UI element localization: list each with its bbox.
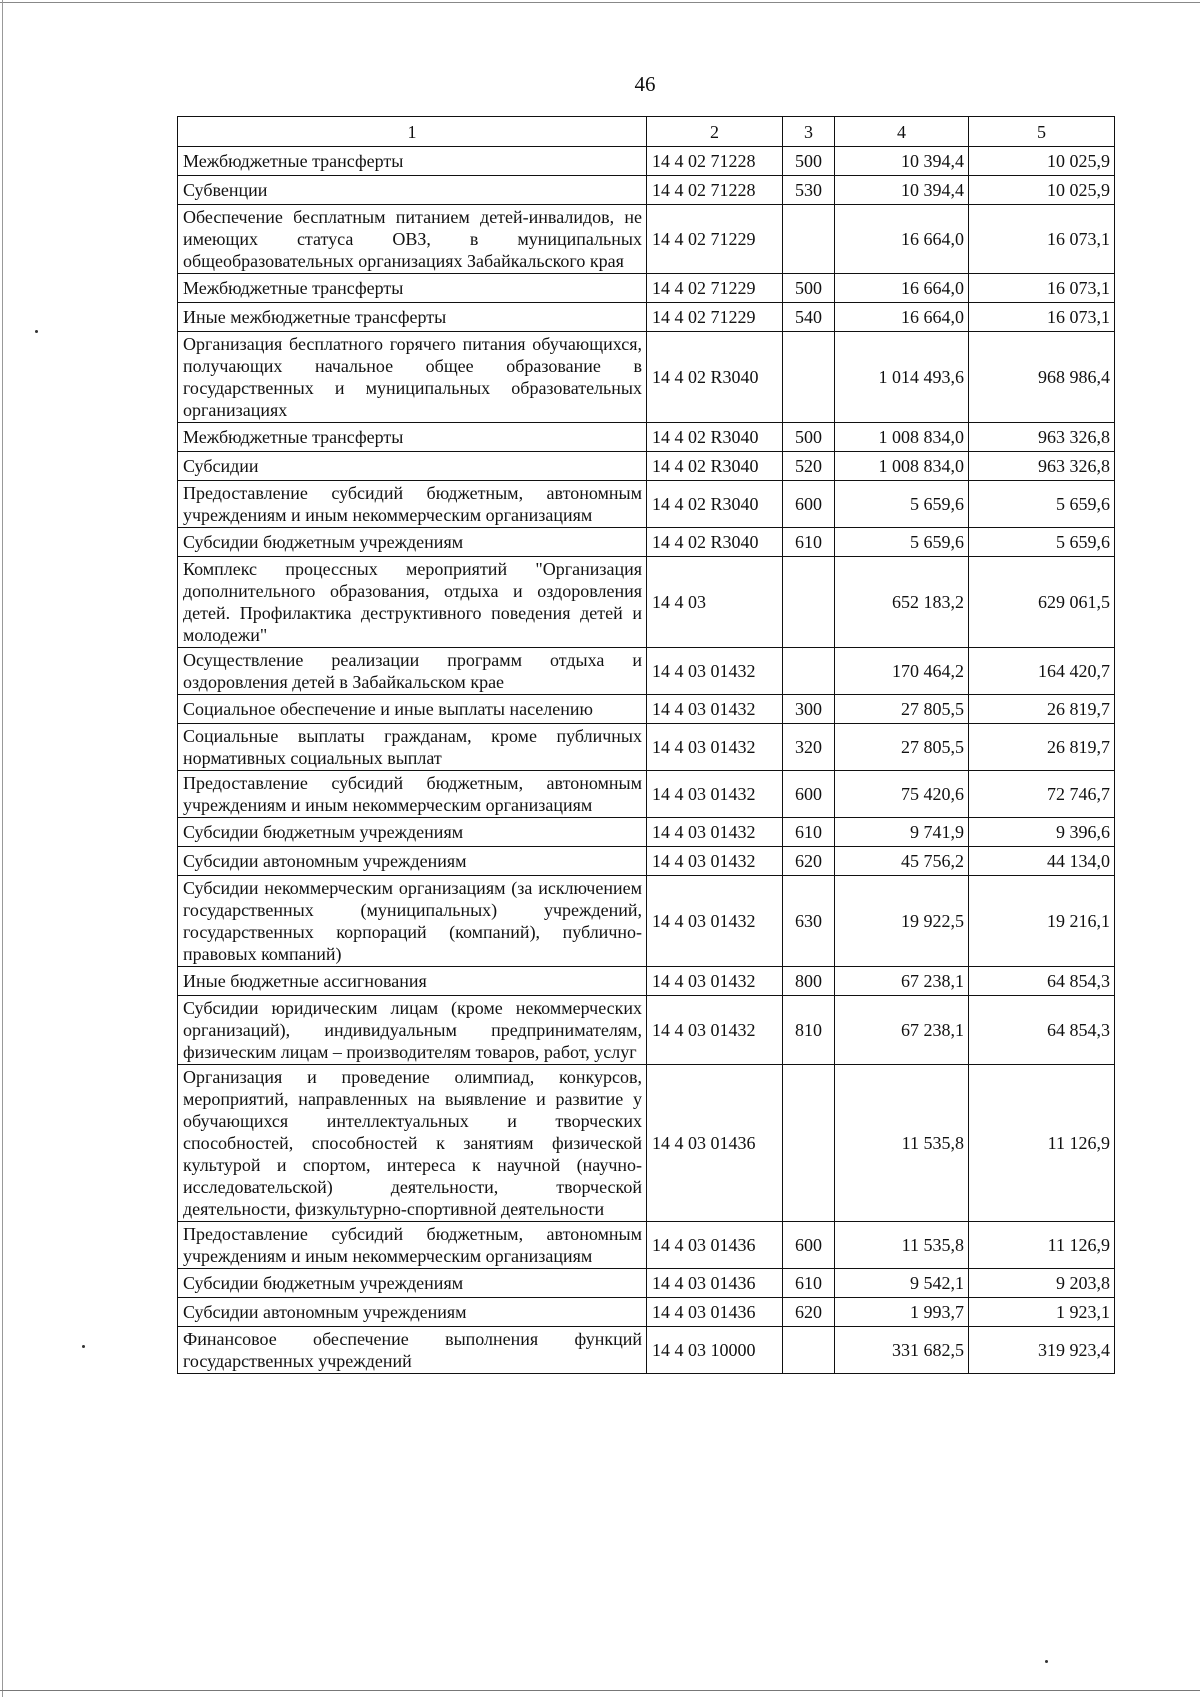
table-row: [178, 205, 1115, 274]
row-sum1-cell: 27 805,5: [835, 695, 969, 724]
row-sum2-cell: 963 326,8: [969, 452, 1115, 481]
row-sum1-cell: 16 664,0: [835, 274, 969, 303]
row-vr-cell: 800: [783, 967, 835, 996]
table-row: [178, 996, 1115, 1065]
row-vr-cell: 630: [783, 876, 835, 967]
scan-speck: [82, 1345, 85, 1348]
row-sum1-cell: 1 993,7: [835, 1298, 969, 1327]
scan-edge-bottom: [0, 1690, 1200, 1691]
row-sum1-cell: 67 238,1: [835, 967, 969, 996]
row-vr-cell: 530: [783, 176, 835, 205]
table-row: [178, 724, 1115, 771]
page-number: 46: [634, 72, 656, 96]
row-sum2-cell: 629 061,5: [969, 557, 1115, 648]
table-row: [178, 423, 1115, 452]
row-name-cell: Иные бюджетные ассигнования: [178, 967, 647, 996]
budget-table: [177, 116, 1115, 1374]
row-code-cell: 14 4 02 71228: [647, 176, 783, 205]
row-code-cell: 14 4 02 71229: [647, 274, 783, 303]
row-name-cell: Субвенции: [178, 176, 647, 205]
row-sum2-cell: 16 073,1: [969, 303, 1115, 332]
row-sum2-cell: 64 854,3: [969, 967, 1115, 996]
row-name-cell: Организация и проведение олимпиад, конкурсов, мероприятий, направленных на выявление и развитие у обучающихся интеллектуальных и творческих способностей, способностей к занятиям физической культурой и спортом, интереса к научной (научно-исследовательской) деятельности, творческой деятельности, физкультурно-спортивной деятельности: [178, 1065, 647, 1222]
row-sum2-cell: 64 854,3: [969, 996, 1115, 1065]
row-vr-cell: [783, 1065, 835, 1222]
row-code-cell: 14 4 03 01432: [647, 724, 783, 771]
row-sum2-cell: 26 819,7: [969, 695, 1115, 724]
table-row: [178, 648, 1115, 695]
scan-speck: [35, 330, 38, 333]
table-row: [178, 1065, 1115, 1222]
table-row: [178, 1298, 1115, 1327]
row-name-cell: Межбюджетные трансферты: [178, 274, 647, 303]
row-sum1-cell: 75 420,6: [835, 771, 969, 818]
table-row: [178, 876, 1115, 967]
row-vr-cell: [783, 332, 835, 423]
column-header-name: 1: [178, 117, 647, 147]
row-name-cell: Предоставление субсидий бюджетным, автономным учреждениям и иным некоммерческим организациям: [178, 771, 647, 818]
row-name-cell: Субсидии автономным учреждениям: [178, 1298, 647, 1327]
row-sum2-cell: 44 134,0: [969, 847, 1115, 876]
row-sum2-cell: 164 420,7: [969, 648, 1115, 695]
row-code-cell: 14 4 03 01432: [647, 818, 783, 847]
row-vr-cell: 600: [783, 771, 835, 818]
row-name-cell: Субсидии юридическим лицам (кроме некоммерческих организаций), индивидуальным предпринимателям, физическим лицам – производителям товаров, работ, услуг: [178, 996, 647, 1065]
row-vr-cell: 620: [783, 1298, 835, 1327]
row-code-cell: 14 4 03 01432: [647, 695, 783, 724]
row-sum1-cell: 9 542,1: [835, 1269, 969, 1298]
scan-speck: [1045, 1660, 1048, 1663]
row-sum1-cell: 5 659,6: [835, 481, 969, 528]
row-code-cell: 14 4 02 71229: [647, 303, 783, 332]
row-vr-cell: 500: [783, 147, 835, 176]
table-row: [178, 332, 1115, 423]
row-sum1-cell: 652 183,2: [835, 557, 969, 648]
column-header-code: 2: [647, 117, 783, 147]
row-name-cell: Субсидии: [178, 452, 647, 481]
row-sum2-cell: 11 126,9: [969, 1065, 1115, 1222]
row-name-cell: Иные межбюджетные трансферты: [178, 303, 647, 332]
row-sum1-cell: 1 014 493,6: [835, 332, 969, 423]
row-name-cell: Организация бесплатного горячего питания обучающихся, получающих начальное общее образование в государственных и муниципальных образовательных организациях: [178, 332, 647, 423]
row-vr-cell: 610: [783, 528, 835, 557]
budget-table-body: [178, 147, 1115, 1374]
column-header-sum1: 4: [835, 117, 969, 147]
row-name-cell: Осуществление реализации программ отдыха и оздоровления детей в Забайкальском крае: [178, 648, 647, 695]
row-sum1-cell: 45 756,2: [835, 847, 969, 876]
row-sum2-cell: 9 396,6: [969, 818, 1115, 847]
row-sum2-cell: 16 073,1: [969, 205, 1115, 274]
row-sum1-cell: 1 008 834,0: [835, 423, 969, 452]
row-name-cell: Субсидии бюджетным учреждениям: [178, 818, 647, 847]
column-header-vr: 3: [783, 117, 835, 147]
row-code-cell: 14 4 03 01436: [647, 1269, 783, 1298]
table-row: [178, 176, 1115, 205]
table-row: [178, 771, 1115, 818]
row-vr-cell: [783, 648, 835, 695]
row-vr-cell: 810: [783, 996, 835, 1065]
row-code-cell: 14 4 02 R3040: [647, 452, 783, 481]
row-code-cell: 14 4 03 01436: [647, 1222, 783, 1269]
row-code-cell: 14 4 03 01432: [647, 996, 783, 1065]
row-vr-cell: 610: [783, 818, 835, 847]
row-sum2-cell: 5 659,6: [969, 481, 1115, 528]
column-header-sum2: 5: [969, 117, 1115, 147]
row-sum1-cell: 19 922,5: [835, 876, 969, 967]
row-code-cell: 14 4 03 01432: [647, 847, 783, 876]
row-name-cell: Предоставление субсидий бюджетным, автономным учреждениям и иным некоммерческим организациям: [178, 1222, 647, 1269]
row-code-cell: 14 4 03 01432: [647, 967, 783, 996]
row-vr-cell: 600: [783, 481, 835, 528]
row-sum2-cell: 968 986,4: [969, 332, 1115, 423]
row-sum2-cell: 319 923,4: [969, 1327, 1115, 1374]
row-sum2-cell: 5 659,6: [969, 528, 1115, 557]
row-sum1-cell: 170 464,2: [835, 648, 969, 695]
row-vr-cell: 610: [783, 1269, 835, 1298]
scan-edge-left: [2, 0, 3, 1697]
row-vr-cell: [783, 1327, 835, 1374]
row-name-cell: Предоставление субсидий бюджетным, автономным учреждениям и иным некоммерческим организациям: [178, 481, 647, 528]
row-code-cell: 14 4 02 R3040: [647, 528, 783, 557]
row-code-cell: 14 4 02 R3040: [647, 423, 783, 452]
row-name-cell: Социальное обеспечение и иные выплаты населению: [178, 695, 647, 724]
table-row: [178, 274, 1115, 303]
table-row: [178, 1222, 1115, 1269]
row-name-cell: Субсидии некоммерческим организациям (за исключением государственных (муниципальных) учреждений, государственных корпораций (компаний), публично-правовых компаний): [178, 876, 647, 967]
table-row: [178, 528, 1115, 557]
row-vr-cell: 540: [783, 303, 835, 332]
row-name-cell: Межбюджетные трансферты: [178, 423, 647, 452]
row-sum1-cell: 10 394,4: [835, 147, 969, 176]
row-vr-cell: 600: [783, 1222, 835, 1269]
row-sum1-cell: 16 664,0: [835, 303, 969, 332]
table-row: [178, 1327, 1115, 1374]
row-vr-cell: 520: [783, 452, 835, 481]
row-sum2-cell: 963 326,8: [969, 423, 1115, 452]
row-code-cell: 14 4 02 71229: [647, 205, 783, 274]
row-sum2-cell: 11 126,9: [969, 1222, 1115, 1269]
row-sum1-cell: 1 008 834,0: [835, 452, 969, 481]
row-code-cell: 14 4 03 10000: [647, 1327, 783, 1374]
row-sum2-cell: 26 819,7: [969, 724, 1115, 771]
row-vr-cell: 500: [783, 423, 835, 452]
row-vr-cell: [783, 557, 835, 648]
table-row: [178, 967, 1115, 996]
row-code-cell: 14 4 03 01432: [647, 876, 783, 967]
row-vr-cell: 320: [783, 724, 835, 771]
row-sum2-cell: 19 216,1: [969, 876, 1115, 967]
row-sum2-cell: 9 203,8: [969, 1269, 1115, 1298]
row-sum1-cell: 27 805,5: [835, 724, 969, 771]
table-row: [178, 1269, 1115, 1298]
row-name-cell: Субсидии автономным учреждениям: [178, 847, 647, 876]
row-name-cell: Финансовое обеспечение выполнения функций государственных учреждений: [178, 1327, 647, 1374]
row-sum1-cell: 5 659,6: [835, 528, 969, 557]
row-name-cell: Субсидии бюджетным учреждениям: [178, 1269, 647, 1298]
row-sum1-cell: 9 741,9: [835, 818, 969, 847]
table-header-row: [178, 117, 1115, 147]
row-code-cell: 14 4 03 01436: [647, 1065, 783, 1222]
table-row: [178, 695, 1115, 724]
row-code-cell: 14 4 02 R3040: [647, 332, 783, 423]
row-code-cell: 14 4 03 01432: [647, 771, 783, 818]
row-sum1-cell: 11 535,8: [835, 1222, 969, 1269]
table-row: [178, 847, 1115, 876]
row-sum2-cell: 1 923,1: [969, 1298, 1115, 1327]
row-sum2-cell: 10 025,9: [969, 176, 1115, 205]
table-row: [178, 147, 1115, 176]
row-code-cell: 14 4 03: [647, 557, 783, 648]
row-name-cell: Межбюджетные трансферты: [178, 147, 647, 176]
row-sum1-cell: 16 664,0: [835, 205, 969, 274]
row-code-cell: 14 4 03 01432: [647, 648, 783, 695]
row-name-cell: Социальные выплаты гражданам, кроме публичных нормативных социальных выплат: [178, 724, 647, 771]
row-sum1-cell: 67 238,1: [835, 996, 969, 1065]
row-sum1-cell: 11 535,8: [835, 1065, 969, 1222]
row-sum1-cell: 331 682,5: [835, 1327, 969, 1374]
row-code-cell: 14 4 02 71228: [647, 147, 783, 176]
row-sum2-cell: 10 025,9: [969, 147, 1115, 176]
row-vr-cell: 300: [783, 695, 835, 724]
table-row: [178, 557, 1115, 648]
scan-edge-top: [0, 2, 1200, 3]
row-code-cell: 14 4 02 R3040: [647, 481, 783, 528]
row-sum2-cell: 16 073,1: [969, 274, 1115, 303]
table-row: [178, 818, 1115, 847]
table-row: [178, 303, 1115, 332]
row-sum2-cell: 72 746,7: [969, 771, 1115, 818]
row-vr-cell: 620: [783, 847, 835, 876]
row-sum1-cell: 10 394,4: [835, 176, 969, 205]
row-code-cell: 14 4 03 01436: [647, 1298, 783, 1327]
row-name-cell: Комплекс процессных мероприятий "Организация дополнительного образования, отдыха и оздоровления детей. Профилактика деструктивного поведения детей и молодежи": [178, 557, 647, 648]
table-row: [178, 481, 1115, 528]
row-name-cell: Обеспечение бесплатным питанием детей-инвалидов, не имеющих статуса ОВЗ, в муниципальных общеобразовательных организациях Забайкальского края: [178, 205, 647, 274]
table-row: [178, 452, 1115, 481]
row-vr-cell: [783, 205, 835, 274]
row-vr-cell: 500: [783, 274, 835, 303]
row-name-cell: Субсидии бюджетным учреждениям: [178, 528, 647, 557]
